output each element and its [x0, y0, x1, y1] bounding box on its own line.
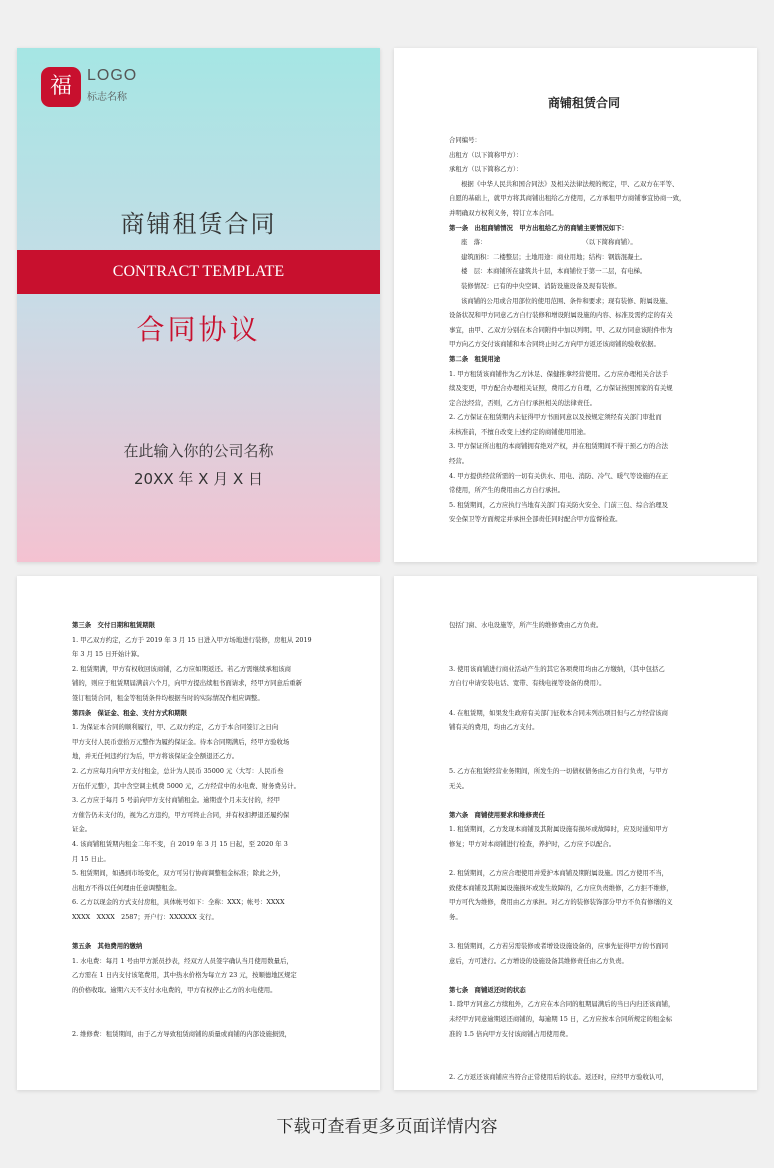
logo-subtitle: 标志名称	[87, 92, 127, 103]
text-line: 2. 乙方保证在租赁期内未征得甲方书面同意以及按规定须经有关部门审批而	[449, 413, 662, 422]
cover-subtitle: 合同协议	[136, 313, 261, 346]
page-3-text	[449, 618, 719, 1085]
text-line: 5. 租赁期间，如遇到市场变化，双方可另行协商调整租金标准；除此之外，	[72, 869, 285, 878]
text-line: 设备状况和甲方同意乙方自行装修和增设附属设施的内容、标准及需约定的有关	[449, 311, 673, 320]
text-line: 第六条 商铺使用要求和维修责任	[449, 810, 545, 819]
download-more-text: 下载可查看更多页面详情内容	[276, 1117, 498, 1137]
text-line: 的价格收取。逾期六天不支付水电费的，甲方有权停止乙方的水电使用。	[72, 985, 277, 994]
text-line: 常使用，所产生的费用由乙方自行承担。	[449, 486, 565, 495]
text-line: 自愿的基础上，就甲方将其商铺出租给乙方使用，乙方承租甲方商铺事宜协商一致，	[449, 194, 686, 203]
text-line: 安全保卫等方面规定并承担全部责任同时配合甲方监督检查。	[449, 515, 622, 524]
text-line: 年 3 月 15 日开始计算。	[72, 650, 144, 659]
text-line: 意后，方可进行。乙方增设的设施设备其维修责任由乙方负责。	[449, 956, 628, 965]
text-line: 甲方支付人民币壹拾万元整作为履约保证金。待本合同期满后，经甲方验收场	[72, 737, 290, 746]
text-line: 3. 乙方应于每月 5 号前向甲方支付商铺租金。逾期壹个月未支付的，经甲	[72, 796, 280, 805]
text-line: 无关。	[449, 781, 469, 790]
text-line	[449, 968, 719, 983]
text-line: 甲方向乙方交付该商铺和本合同终止时乙方向甲方返还该商铺的验收依据。	[449, 340, 660, 349]
cover-page	[17, 48, 380, 562]
text-line: 事宜，由甲、乙双方分别在本合同附件中加以列明。甲、乙双方同意该附件作为	[449, 325, 673, 334]
text-line: 3. 使用该商铺进行商业活动产生的其它各项费用均由乙方缴纳，（其中包括乙	[449, 664, 665, 673]
text-line	[449, 691, 719, 706]
text-line: 经营。	[449, 457, 469, 466]
text-line: 铺的，则应于租赁期届满前六个月，向甲方提出续租书面请求，经甲方同意后重新	[72, 679, 303, 688]
text-line: 续及变更，甲方配合办理相关证照，费用乙方自理，乙方保证按照国家的有关规	[449, 384, 673, 393]
text-line: 1. 甲方租赁该商铺作为乙方沐足、保健推拿经营使用。乙方应办理相关合法手	[449, 369, 669, 378]
text-line: 第三条 交付日期和租赁期限	[72, 621, 156, 629]
text-line: 出租方不得以任何理由任意调整租金。	[72, 883, 181, 892]
text-line: 该商铺的公用或合用部位的使用范围、条件和要求；现有装修、附属设施、	[461, 296, 672, 305]
text-line: 5. 乙方在租赁经营业务期间，所发生的一切债权债务由乙方自行负责，与甲方	[449, 766, 669, 775]
text-line: 座 落： （以下简称商铺）。	[461, 238, 637, 247]
contract-page-1	[394, 48, 757, 562]
cover-band	[17, 250, 380, 294]
text-line: 4. 甲方提供经营所需的一切有关供水、用电、消防、冷气、暖气等设施的在正	[449, 471, 669, 480]
text-line	[72, 924, 330, 939]
logo-glyph: 福	[49, 74, 72, 99]
text-line: 2. 乙方返还该商铺应当符合正常使用后的状态。返还时，应经甲方验收认可，	[449, 1073, 669, 1082]
contract-page-3	[394, 576, 757, 1090]
text-line: 2. 租赁期满，甲方有权收回该商铺，乙方应如期返还。若乙方需继续承租该商	[72, 664, 292, 673]
logo-icon	[41, 67, 81, 107]
text-line: 4. 在租赁期，如果发生政府有关部门征收本合同未列出项目但与乙方经营该商	[449, 708, 669, 717]
cover-band-text: CONTRACT TEMPLATE	[112, 263, 285, 280]
text-line: 3. 甲方保证所出租的本商铺拥有绝对产权，并在租赁期间不得干预乙方的合法	[449, 442, 669, 451]
text-line: 甲方可代为维修，费用由乙方承担。对乙方的装修装饰部分甲方不负有修缮的义	[449, 898, 673, 907]
text-line: 签订租赁合同，租金等租赁条件均根据当时的实际情况作相应调整。	[72, 693, 264, 702]
page-1-text	[449, 133, 719, 527]
text-line: 务。	[449, 912, 462, 921]
text-line: 万伍仟元整），其中含空调主机费 5000 元，乙方经营中的水电费、财务费另计。	[72, 781, 301, 790]
text-line: 第七条 商铺返还时的状态	[449, 985, 526, 994]
text-line: 未核准前，不擅自改变上述约定的商铺使用用途。	[449, 427, 590, 436]
text-line: 2. 维修费：租赁期间，由于乙方导致租赁商铺的质量或商铺的内部设施损毁，	[72, 1029, 292, 1038]
text-line: 并明确双方权利义务，特订立本合同。	[449, 208, 558, 217]
contract-page-2	[17, 576, 380, 1090]
text-line: 合同编号：	[449, 136, 481, 144]
text-line: 承租方（以下简称乙方）：	[449, 165, 523, 174]
text-line	[449, 924, 719, 939]
cover-title: 商铺租赁合同	[120, 210, 277, 238]
text-line: 第二条 租赁用途	[449, 354, 501, 363]
text-line: 地，并无任何违约行为后，甲方将该保证金全额退还乙方。	[72, 752, 239, 761]
text-line: 根据《中华人民共和国合同法》及相关法律法规的规定，甲、乙双方在平等、	[461, 179, 679, 188]
text-line: 修复；甲方对本商铺进行检查，养护时，乙方应予以配合。	[449, 839, 616, 848]
text-line: 2. 乙方应每月向甲方支付租金，总计为人民币 35000 元（大写：人民币叁	[72, 766, 284, 775]
text-line	[449, 633, 719, 648]
text-line: 第一条 出租商铺情况 甲方出租给乙方的商铺主要情况如下：	[449, 223, 628, 232]
text-line: 1. 水电费：每月 1 号由甲方派员抄表，经双方人员签字确认当月使用数量后，	[72, 956, 293, 965]
text-line: 5. 租赁期间，乙方应执行当地有关部门有关防火安全、门前三包、综合治理及	[449, 500, 669, 509]
text-line: XXXX XXXX 2587；开户行：XXXXXX 支行。	[72, 912, 218, 921]
text-line	[449, 852, 719, 867]
text-line: 3. 租赁期间，乙方若另需装修或者增设设施设备的，应事先征得甲方的书面同	[449, 942, 669, 951]
text-line: 1. 租赁期间，乙方发现本商铺及其附属设施有损坏或故障时，应及时通知甲方	[449, 825, 669, 834]
text-line: 未经甲方同意逾期返还商铺的，每逾期 15 日，乙方应按本合同所规定的租金标	[449, 1015, 673, 1024]
text-line	[449, 1041, 719, 1056]
text-line	[72, 1012, 330, 1027]
text-line: 月 15 日止。	[72, 854, 110, 863]
text-line: 建筑面积：二楼整层；土地用途：商业用地；结构：钢筋混凝土。	[461, 252, 647, 261]
cover-date: 20XX 年 X 月 X 日	[133, 470, 264, 488]
text-line: 出租方（以下简称甲方）：	[449, 150, 523, 159]
logo-text: LOGO	[87, 67, 138, 84]
text-line: 方自行申请安装电话、宽带、有线电视等设备的费用）。	[449, 679, 606, 688]
page-2-text	[72, 618, 330, 1041]
text-line: 4. 该商铺租赁期内租金二年不变，自 2019 年 3 月 15 日起，至 2020 年 3	[72, 839, 288, 848]
text-line: 1. 甲乙双方约定，乙方于 2019 年 3 月 15 日进入甲方场地进行装修，房租从 2019	[72, 635, 312, 644]
text-line	[72, 997, 330, 1012]
text-line: 铺有关的费用，均由乙方支付。	[449, 723, 539, 732]
text-line: 准的 1.5 倍向甲方支付该商铺占用使用费。	[449, 1029, 572, 1038]
text-line: 第四条 保证金、租金、支付方式和期限	[72, 708, 188, 717]
text-line	[449, 749, 719, 764]
text-line: 楼 层：本商铺所在建筑共十层，本商铺位于第一二层，有电梯。	[461, 267, 647, 276]
text-line: 1. 除甲方同意乙方续租外，乙方应在本合同的租期届满后的当日内归还该商铺，	[449, 1000, 675, 1009]
text-line: 第五条 其他费用的缴纳	[72, 942, 143, 951]
text-line: 6. 乙方以现金的方式支付房租，具体帐号如下：全称：XXX；帐号：XXXX	[72, 898, 285, 907]
text-line	[449, 793, 719, 808]
text-line: 致使本商铺及其附属设施损坏或发生故障的，乙方应负责维修，乙方拒不维修，	[449, 883, 673, 892]
cover-company-name: 在此输入你的公司名称	[123, 442, 274, 460]
contract-title: 商铺租赁合同	[547, 96, 620, 110]
text-line	[449, 735, 719, 750]
text-line	[449, 1056, 719, 1071]
text-line: 装修情况：已有的中央空调、消防设施设备及现有装修。	[461, 281, 621, 290]
text-line: 乙方需在 1 日内支付该笔费用，其中热水价格为每立方 23 元，按顺德地区规定	[72, 971, 297, 980]
text-line: 1. 为保证本合同的顺利履行，甲、乙双方约定，乙方于本合同签订之日向	[72, 723, 279, 732]
text-line: 方催告仍未支付的，视为乙方违约，甲方可终止合同，并有权扣押退还履约保	[72, 810, 290, 819]
text-line: 包括门窗、水电设施等，所产生的维修费由乙方负责。	[449, 621, 603, 629]
text-line: 2. 租赁期间，乙方应合理使用并爱护本商铺及期附属设施。因乙方使用不当，	[449, 869, 669, 878]
text-line: 证金。	[72, 825, 92, 834]
text-line: 定合法经营，否则，乙方自行承担相关的法律责任。	[449, 398, 596, 407]
text-line	[449, 647, 719, 662]
